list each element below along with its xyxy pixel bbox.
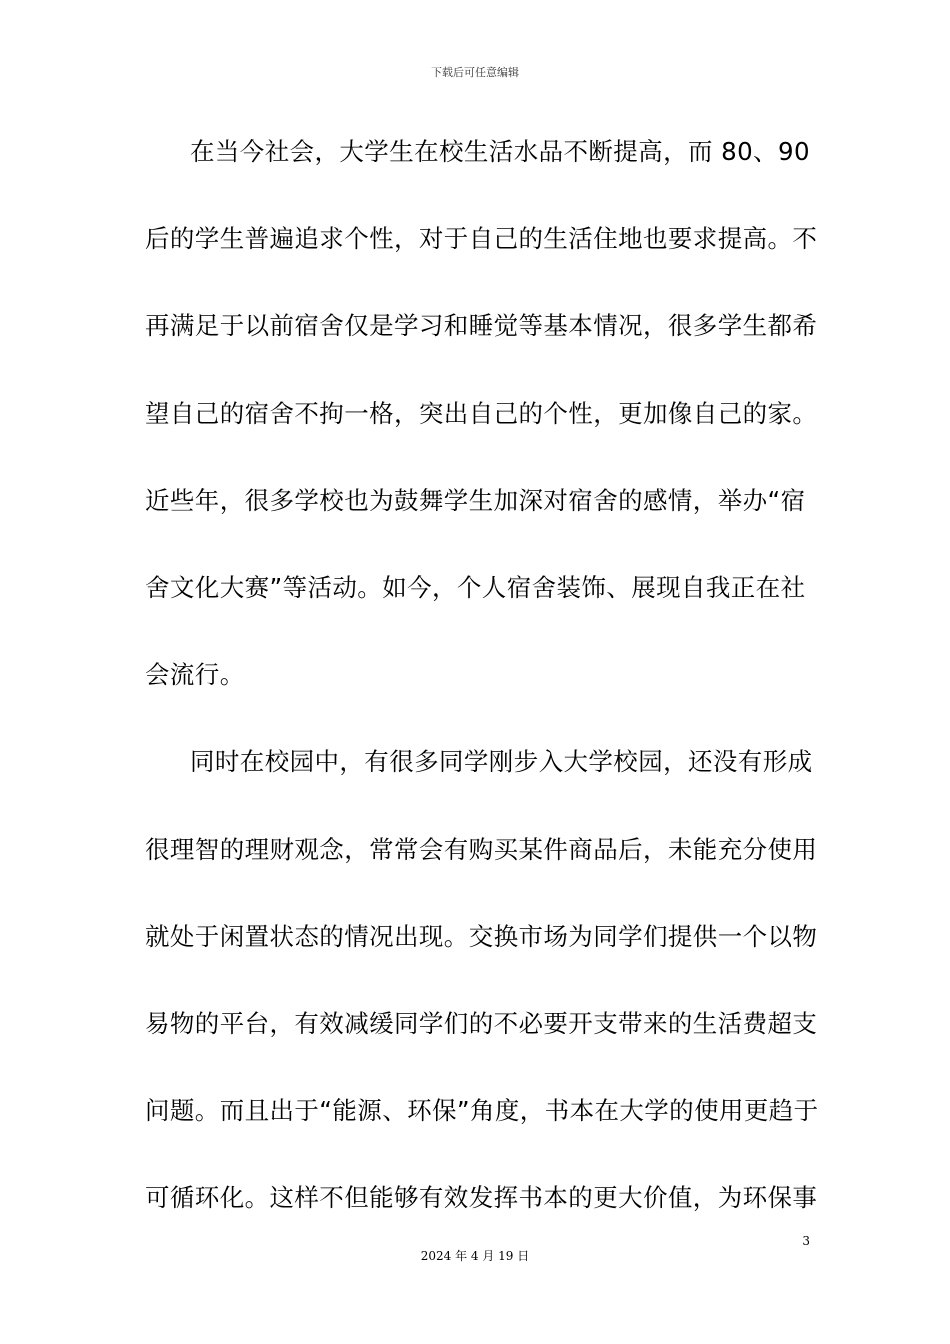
paragraph-2-line-4: 易物的平台，有效减缓同学们的不必要开支带来的生活费超支 [145, 1008, 818, 1038]
paragraph-2-line-2: 很理智的理财观念，常常会有购买某件商品后，未能充分使用 [145, 834, 818, 864]
footer-date: 2024 年 4 月 19 日 [420, 1249, 530, 1263]
page-number: 3 [802, 1234, 810, 1248]
document-body [145, 131, 819, 1264]
paragraph-1-line-1: 在当今社会，大学生在校生活水品不断提高，而 80、90 [190, 137, 810, 166]
paragraph-1-line-7: 会流行。 [145, 660, 245, 690]
page-header: 下载后可任意编辑 [431, 66, 519, 79]
paragraph-1-line-5: 近些年，很多学校也为鼓舞学生加深对宿舍的感情，举办“宿 [145, 485, 806, 515]
paragraph-1-line-2: 后的学生普遍追求个性，对于自己的生活住地也要求提高。不 [145, 224, 818, 254]
paragraph-2-line-1: 同时在校园中，有很多同学刚步入大学校园，还没有形成 [190, 747, 813, 777]
paragraph-2-line-3: 就处于闲置状态的情况出现。交换市场为同学们提供一个以物 [145, 921, 818, 951]
paragraph-1-line-3: 再满足于以前宿舍仅是学习和睡觉等基本情况，很多学生都希 [145, 311, 818, 341]
paragraph-1-line-4: 望自己的宿舍不拘一格，突出自己的个性，更加像自己的家。 [145, 398, 818, 428]
paragraph-1-line-6: 舍文化大赛”等活动。如今，个人宿舍装饰、展现自我正在社 [145, 572, 806, 602]
paragraph-2-line-6: 可循环化。这样不但能够有效发挥书本的更大价值，为环保事 [145, 1183, 818, 1213]
paragraph-2-line-5: 问题。而且出于“能源、环保”角度，书本在大学的使用更趋于 [145, 1096, 819, 1126]
